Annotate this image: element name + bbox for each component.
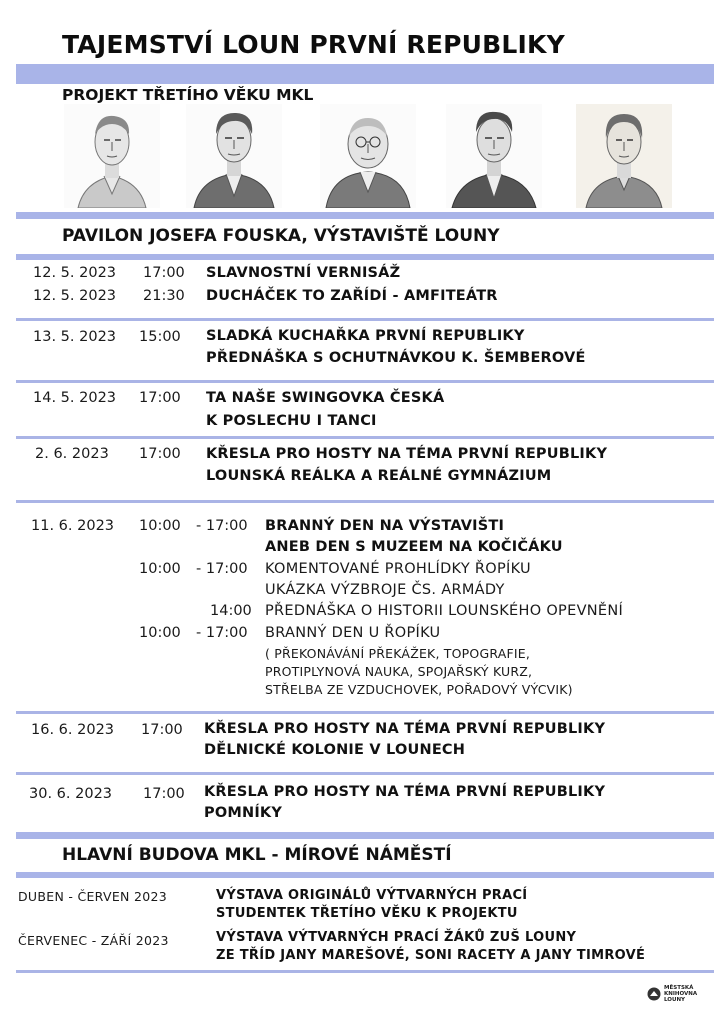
event-time: 17:00 <box>141 722 183 738</box>
section-accent-band <box>16 254 714 260</box>
event-time: 10:00 <box>139 625 181 641</box>
divider <box>16 772 714 775</box>
event-title: KŘESLA PRO HOSTY NA TÉMA PRVNÍ REPUBLIKY <box>204 721 606 737</box>
event-subtitle: K POSLECHU I TANCI <box>206 413 377 429</box>
exhibition-subtitle: ZE TŘÍD JANY MAREŠOVÉ, SONI RACETY A JANY TIMROVÉ <box>216 948 646 963</box>
event-date: 12. 5. 2023 <box>33 288 117 304</box>
section-heading-pavilon: PAVILON JOSEFA FOUSKA, VÝSTAVIŠTĚ LOUNY <box>62 226 500 246</box>
library-logo-icon <box>647 987 661 1001</box>
event-title: BRANNÝ DEN NA VÝSTAVIŠTI <box>265 518 505 534</box>
divider <box>16 500 714 503</box>
event-date: 16. 6. 2023 <box>31 722 115 738</box>
program-item: PŘEDNÁŠKA O HISTORII LOUNSKÉHO OPEVNĚNÍ <box>265 603 624 619</box>
portrait-4 <box>446 104 542 208</box>
event-subtitle: POMNÍKY <box>204 805 283 821</box>
event-title: TA NAŠE SWINGOVKA ČESKÁ <box>206 390 445 406</box>
exhibition-title: VÝSTAVA VÝTVARNÝCH PRACÍ ŽÁKŮ ZUŠ LOUNY <box>216 930 577 945</box>
event-subtitle: LOUNSKÁ REÁLKA A REÁLNÉ GYMNÁZIUM <box>206 468 552 484</box>
logo-text-line: MĚSTSKÁ <box>664 985 694 991</box>
exhibition-title: VÝSTAVA ORIGINÁLŮ VÝTVARNÝCH PRACÍ <box>216 888 528 903</box>
program-item-detail: ( PŘEKONÁVÁNÍ PŘEKÁŽEK, TOPOGRAFIE, <box>265 646 531 661</box>
event-title: SLAVNOSTNÍ VERNISÁŽ <box>206 265 401 281</box>
exhibition-subtitle: STUDENTEK TŘETÍHO VĚKU K PROJEKTU <box>216 906 518 921</box>
event-title: KŘESLA PRO HOSTY NA TÉMA PRVNÍ REPUBLIKY <box>206 446 608 462</box>
event-time: 21:30 <box>143 288 185 304</box>
section-accent-band <box>16 872 714 878</box>
event-time: 17:00 <box>139 446 181 462</box>
event-time: 10:00 <box>139 518 181 534</box>
event-time: 14:00 <box>210 603 252 619</box>
divider <box>16 711 714 714</box>
portrait-2 <box>186 104 282 208</box>
event-time-end: - 17:00 <box>196 625 248 641</box>
event-time: 17:00 <box>143 265 185 281</box>
logo-text-line: LOUNY <box>664 997 686 1003</box>
exhibition-period: DUBEN - ČERVEN 2023 <box>18 889 167 904</box>
portrait-5 <box>576 104 672 208</box>
header-accent-band <box>16 64 714 84</box>
event-time: 17:00 <box>139 390 181 406</box>
portrait-1 <box>64 104 160 208</box>
exhibition-period: ČERVENEC - ZÁŘÍ 2023 <box>18 933 169 948</box>
event-time: 15:00 <box>139 329 181 345</box>
event-title: DUCHÁČEK TO ZAŘÍDÍ - AMFITEÁTR <box>206 288 498 304</box>
page-title: TAJEMSTVÍ LOUN PRVNÍ REPUBLIKY <box>62 30 565 59</box>
program-item: KOMENTOVANÉ PROHLÍDKY ŘOPÍKU <box>265 561 531 577</box>
event-date: 13. 5. 2023 <box>33 329 117 345</box>
program-item: BRANNÝ DEN U ŘOPÍKU <box>265 625 441 641</box>
program-item-detail: STŘELBA ZE VZDUCHOVEK, POŘADOVÝ VÝCVIK) <box>265 682 573 697</box>
event-title: SLADKÁ KUCHAŘKA PRVNÍ REPUBLIKY <box>206 328 525 344</box>
project-subtitle: PROJEKT TŘETÍHO VĚKU MKL <box>62 86 314 104</box>
event-title: KŘESLA PRO HOSTY NA TÉMA PRVNÍ REPUBLIKY <box>204 784 606 800</box>
section-accent-band <box>16 832 714 839</box>
program-item-detail: PROTIPLYNOVÁ NAUKA, SPOJAŘSKÝ KURZ, <box>265 664 533 679</box>
event-date: 11. 6. 2023 <box>31 518 115 534</box>
portrait-3 <box>320 104 416 208</box>
event-subtitle: PŘEDNÁŠKA S OCHUTNÁVKOU K. ŠEMBEROVÉ <box>206 350 586 366</box>
library-logo <box>647 984 707 1014</box>
event-date: 30. 6. 2023 <box>29 786 113 802</box>
event-date: 12. 5. 2023 <box>33 265 117 281</box>
event-time: 10:00 <box>139 561 181 577</box>
event-subtitle: ANEB DEN S MUZEEM NA KOČIČÁKU <box>265 539 563 555</box>
event-time: 17:00 <box>143 786 185 802</box>
event-date: 2. 6. 2023 <box>35 446 109 462</box>
section-accent-band <box>16 212 714 219</box>
event-date: 14. 5. 2023 <box>33 390 117 406</box>
divider <box>16 970 714 973</box>
event-subtitle: DĚLNICKÉ KOLONIE V LOUNECH <box>204 742 466 758</box>
divider <box>16 436 714 439</box>
logo-text-line: KNIHOVNA <box>664 991 698 997</box>
event-time-end: - 17:00 <box>196 518 248 534</box>
divider <box>16 318 714 321</box>
event-time-end: - 17:00 <box>196 561 248 577</box>
program-item-detail: UKÁZKA VÝZBROJE ČS. ARMÁDY <box>265 582 505 598</box>
section-heading-main-building: HLAVNÍ BUDOVA MKL - MÍROVÉ NÁMĚSTÍ <box>62 845 452 865</box>
divider <box>16 380 714 383</box>
